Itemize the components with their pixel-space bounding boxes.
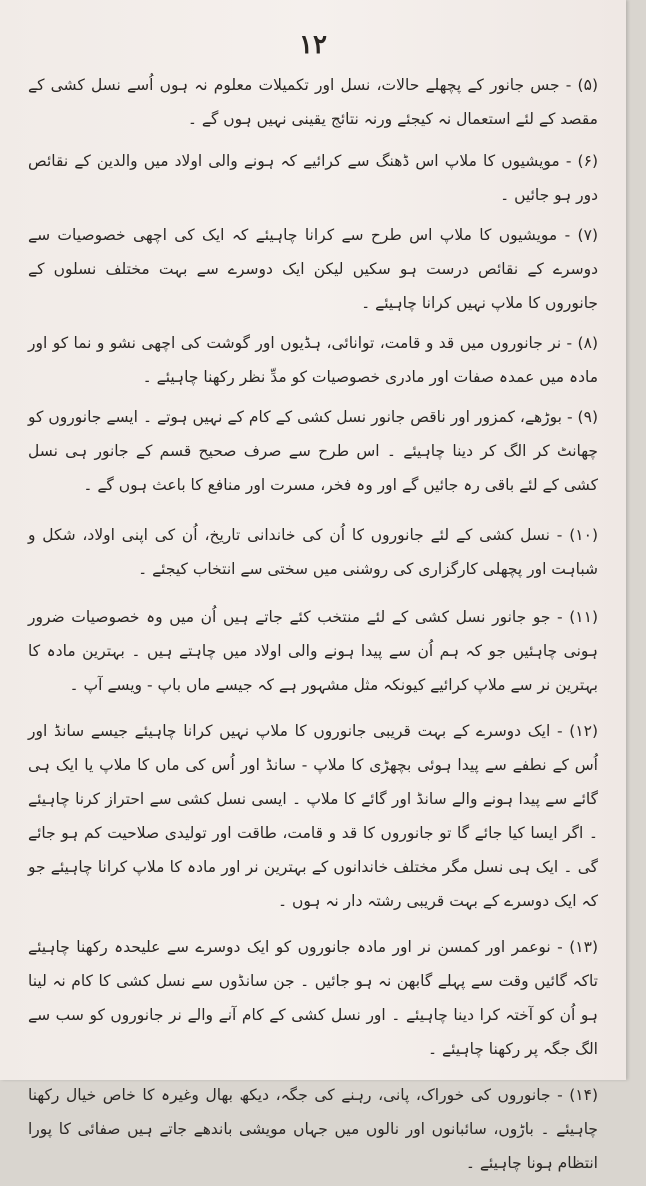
paragraph-5: (۵) - جس جانور کے پچھلے حالات، نسل اور تکمیلات معلوم نہ ہوں اُسے نسل کشی کے مقصد کے لئے استعمال نہ کیجئے ورنہ نتائج یقینی نہیں ہوں گے ۔ xyxy=(28,76,598,128)
paragraph-12: (۱۲) - ایک دوسرے کے بہت قریبی جانوروں کا ملاپ نہیں کرانا چاہیئے جیسے سانڈ اور اُس کے نطفے سے پیدا ہوئی بچھڑی کا ملاپ - سانڈ اور اُس کی ماں کا ملاپ یا ایک ہی گائے سے پیدا ہونے والے سانڈ اور گائے کا ملاپ ۔ ایسی نسل کشی سے احتراز کرنا چاہیئے ۔ اگر ایسا کیا جائے گا تو جانوروں کا قد و قامت، طاقت اور تولیدی صلاحیت کم ہو جائے گی ۔ ایک ہی نسل مگر مختلف خاندانوں کے بہترین نر اور مادہ کا ملاپ کرانا چاہیئے جو کہ ایک دوسرے کے بہت قریبی رشتہ دار نہ ہوں ۔ xyxy=(28,722,598,910)
page-number: ۱۲ xyxy=(299,30,327,60)
paragraph-9: (۹) - بوڑھے، کمزور اور ناقص جانور نسل کشی کے کام کے نہیں ہوتے ۔ ایسے جانوروں کو چھانٹ کر الگ کر دینا چاہیئے ۔ اس طرح سے صرف صحیح قسم کے جانور ہی نسل کشی کے لئے باقی رہ جائیں گے اور وہ فخر، مسرت اور منافع کا باعث ہوں گے ۔ xyxy=(28,408,598,494)
paragraph-6: (۶) - مویشیوں کا ملاپ اس ڈھنگ سے کرائیے کہ ہونے والی اولاد میں والدین کے نقائص دور ہو جائیں ۔ xyxy=(28,152,598,204)
paragraph-10: (۱۰) - نسل کشی کے لئے جانوروں کا اُن کی خاندانی تاریخ، اُن کی اپنی اولاد، شکل و شباہت اور پچھلی کارگزاری کی روشنی میں سختی سے انتخاب کیجئے ۔ xyxy=(28,526,598,578)
page-body xyxy=(28,68,598,1186)
paragraph-11: (۱۱) - جو جانور نسل کشی کے لئے منتخب کئے جاتے ہیں اُن میں وہ خصوصیات ضرور ہونی چاہئیں جو کہ ہم اُن سے پیدا ہونے والی اولاد میں چاہتے ہیں ۔ بہترین مادہ کا بہترین نر سے ملاپ کرائیے کیونکہ مثل مشہور ہے کہ جیسے ماں باپ - ویسے آپ ۔ xyxy=(28,608,598,694)
paragraph-14: (۱۴) - جانوروں کی خوراک، پانی، رہنے کی جگہ، دیکھ بھال وغیرہ کا خاص خیال رکھنا چاہیئے ۔ باڑوں، سائبانوں اور نالوں میں جہاں مویشی باندھے جاتے ہیں صفائی کا پورا انتظام ہونا چاہیئے ۔ xyxy=(28,1086,598,1172)
paragraph-13: (۱۳) - نوعمر اور کمسن نر اور مادہ جانوروں کو ایک دوسرے سے علیحدہ رکھنا چاہیئے تاکہ گائیں وقت سے پہلے گابھن نہ ہو جائیں ۔ جن سانڈوں سے نسل کشی کا کام نہ لینا ہو اُن کو آختہ کرا دینا چاہیئے ۔ اور نسل کشی کے کام آنے والے نر جانوروں کو سب سے الگ جگہ پر رکھنا چاہیئے ۔ xyxy=(28,938,598,1058)
paragraph-8: (۸) - نر جانوروں میں قد و قامت، توانائی، ہڈیوں اور گوشت کی اچھی نشو و نما کو اور مادہ میں عمدہ صفات اور مادری خصوصیات کو مدِّ نظر رکھنا چاہیئے ۔ xyxy=(28,334,598,386)
paragraph-7: (۷) - مویشیوں کا ملاپ اس طرح سے کرانا چاہیئے کہ ایک کی اچھی خصوصیات سے دوسرے کے نقائص درست ہو سکیں لیکن ایک دوسرے سے بہت مختلف نسلوں کے جانوروں کا ملاپ نہیں کرانا چاہیئے ۔ xyxy=(28,226,598,312)
